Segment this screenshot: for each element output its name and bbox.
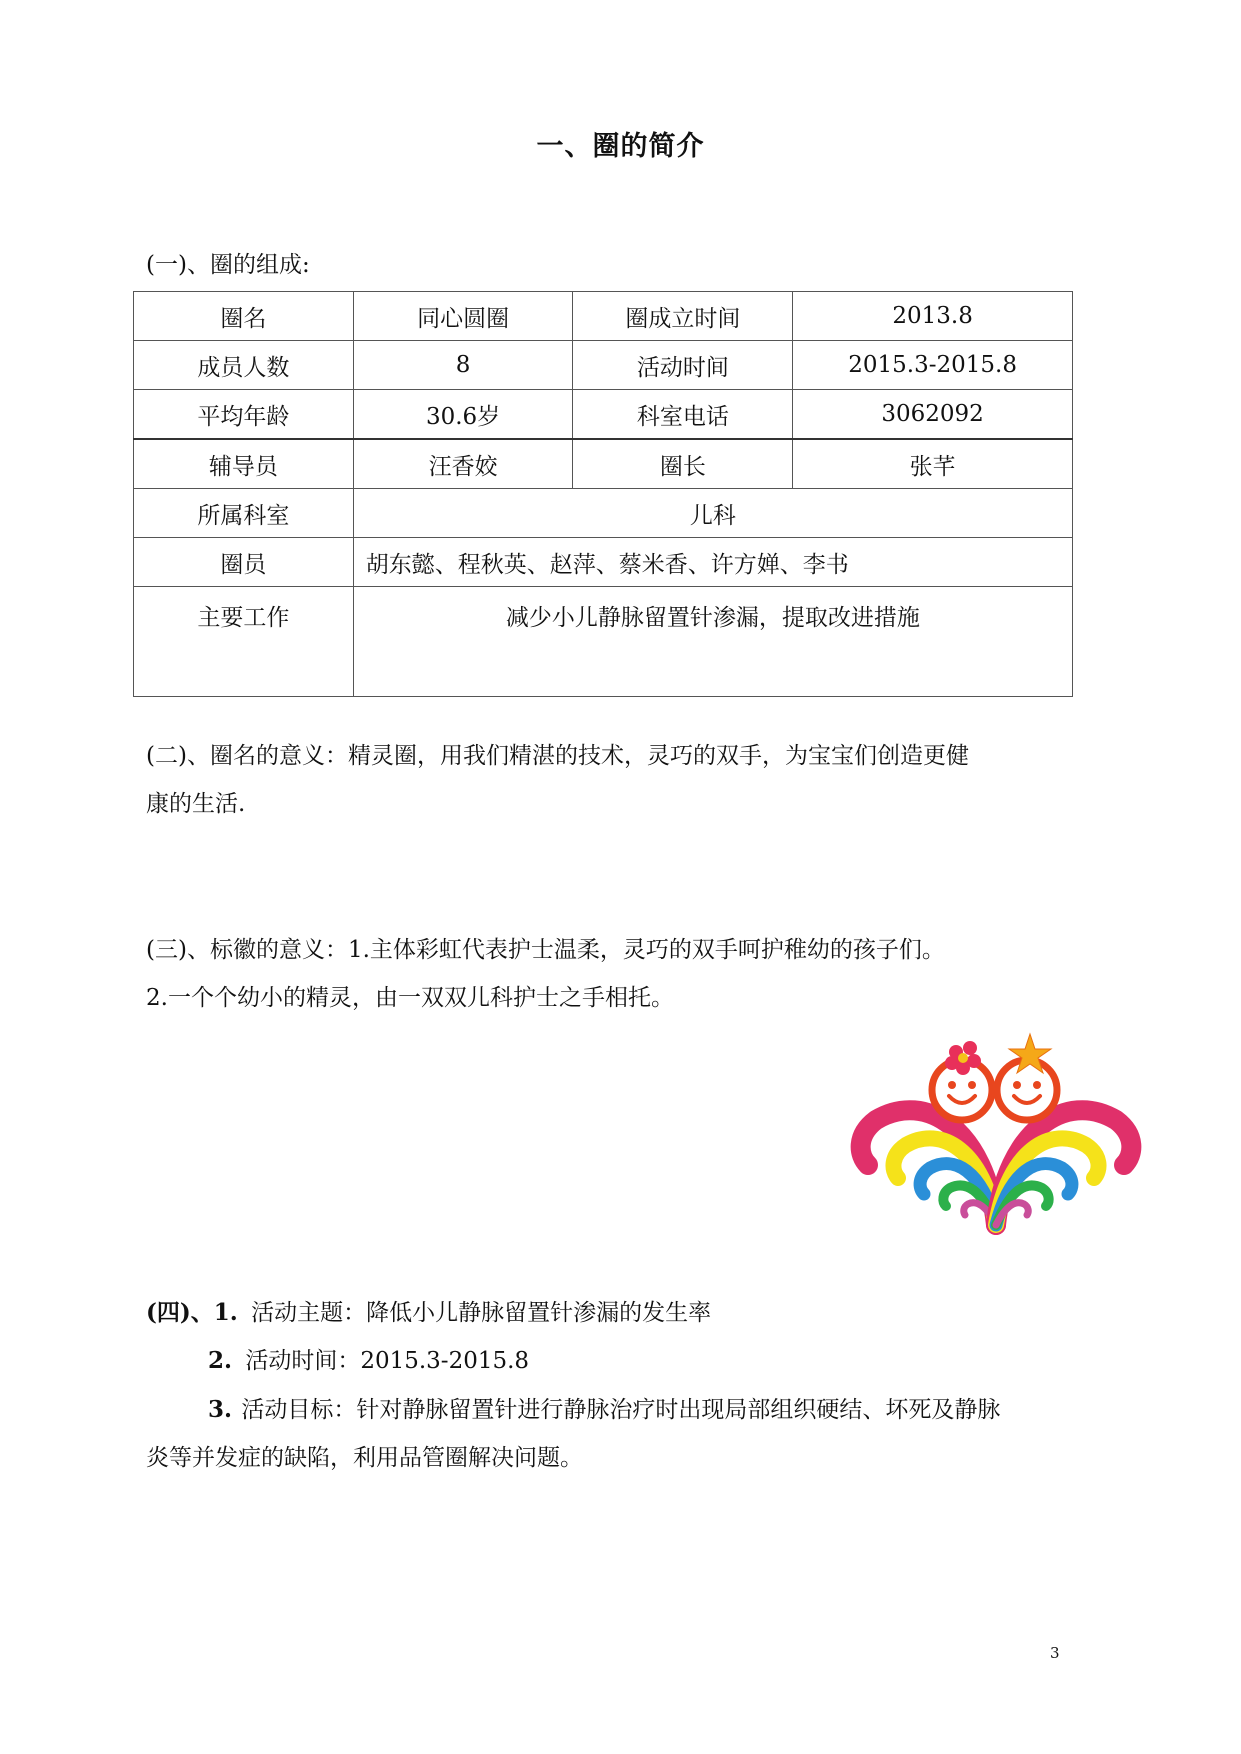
section4-item2 bbox=[208, 1346, 529, 1376]
table-cell: 圈长 bbox=[573, 439, 793, 489]
section4-item1-text: 活动主题：降低小儿静脉留置针渗漏的发生率 bbox=[251, 1300, 712, 1326]
table-row bbox=[134, 489, 1073, 538]
section4-item1 bbox=[146, 1298, 711, 1328]
page-title: 一、圈的简介 bbox=[536, 131, 705, 162]
section2-line1: (二)、圈名的意义：精灵圈，用我们精湛的技术，灵巧的双手，为宝宝们创造更健 bbox=[146, 743, 969, 769]
section3-line2: 2.一个个幼小的精灵，由一双双儿科护士之手相托。 bbox=[146, 985, 674, 1011]
circle-info-table bbox=[133, 291, 1073, 697]
table-cell: 8 bbox=[353, 341, 573, 390]
work-label: 主要工作 bbox=[134, 587, 354, 697]
circle-logo-icon bbox=[846, 1030, 1146, 1240]
section4-item1-label: (四)、1. bbox=[146, 1299, 238, 1326]
section1-heading: (一)、圈的组成: bbox=[146, 252, 310, 278]
table-cell: 圈名 bbox=[134, 292, 354, 341]
members-value: 胡东懿、程秋英、赵萍、蔡米香、许方婵、李书 bbox=[353, 538, 1072, 587]
members-label: 圈员 bbox=[134, 538, 354, 587]
table-cell: 成员人数 bbox=[134, 341, 354, 390]
table-cell: 2013.8 bbox=[793, 292, 1073, 341]
table-cell: 张芊 bbox=[793, 439, 1073, 489]
table-cell: 平均年龄 bbox=[134, 390, 354, 440]
table-cell: 同心圆圈 bbox=[353, 292, 573, 341]
table-row bbox=[134, 292, 1073, 341]
table-cell: 辅导员 bbox=[134, 439, 354, 489]
dept-label: 所属科室 bbox=[134, 489, 354, 538]
table-cell: 3062092 bbox=[793, 390, 1073, 440]
section4-item2-label: 2. bbox=[208, 1347, 233, 1374]
table-row bbox=[134, 439, 1073, 489]
section4-item3-text: 活动目标：针对静脉留置针进行静脉治疗时出现局部组织硬结、坏死及静脉 bbox=[241, 1397, 1001, 1423]
table-cell: 科室电话 bbox=[573, 390, 793, 440]
section4-item3 bbox=[208, 1395, 1000, 1425]
table-row bbox=[134, 587, 1073, 697]
page-number: 3 bbox=[1050, 1644, 1060, 1662]
table-cell: 汪香姣 bbox=[353, 439, 573, 489]
table-cell: 圈成立时间 bbox=[573, 292, 793, 341]
table-cell: 活动时间 bbox=[573, 341, 793, 390]
section2-line2: 康的生活. bbox=[146, 791, 246, 817]
dept-value: 儿科 bbox=[353, 489, 1072, 538]
table-cell: 30.6岁 bbox=[353, 390, 573, 440]
section3-line1: (三)、标徽的意义：1.主体彩虹代表护士温柔，灵巧的双手呵护稚幼的孩子们。 bbox=[146, 937, 945, 963]
section4-item2-text: 活动时间：2015.3-2015.8 bbox=[245, 1348, 530, 1374]
section4-item3-label: 3. bbox=[208, 1396, 233, 1423]
table-row bbox=[134, 538, 1073, 587]
table-row bbox=[134, 341, 1073, 390]
table-row bbox=[134, 390, 1073, 440]
work-value: 减少小儿静脉留置针渗漏，提取改进措施 bbox=[353, 587, 1072, 697]
section4-item3-cont: 炎等并发症的缺陷，利用品管圈解决问题。 bbox=[146, 1445, 583, 1471]
rainbow-arcs bbox=[861, 1110, 1132, 1225]
table-cell: 2015.3-2015.8 bbox=[793, 341, 1073, 390]
